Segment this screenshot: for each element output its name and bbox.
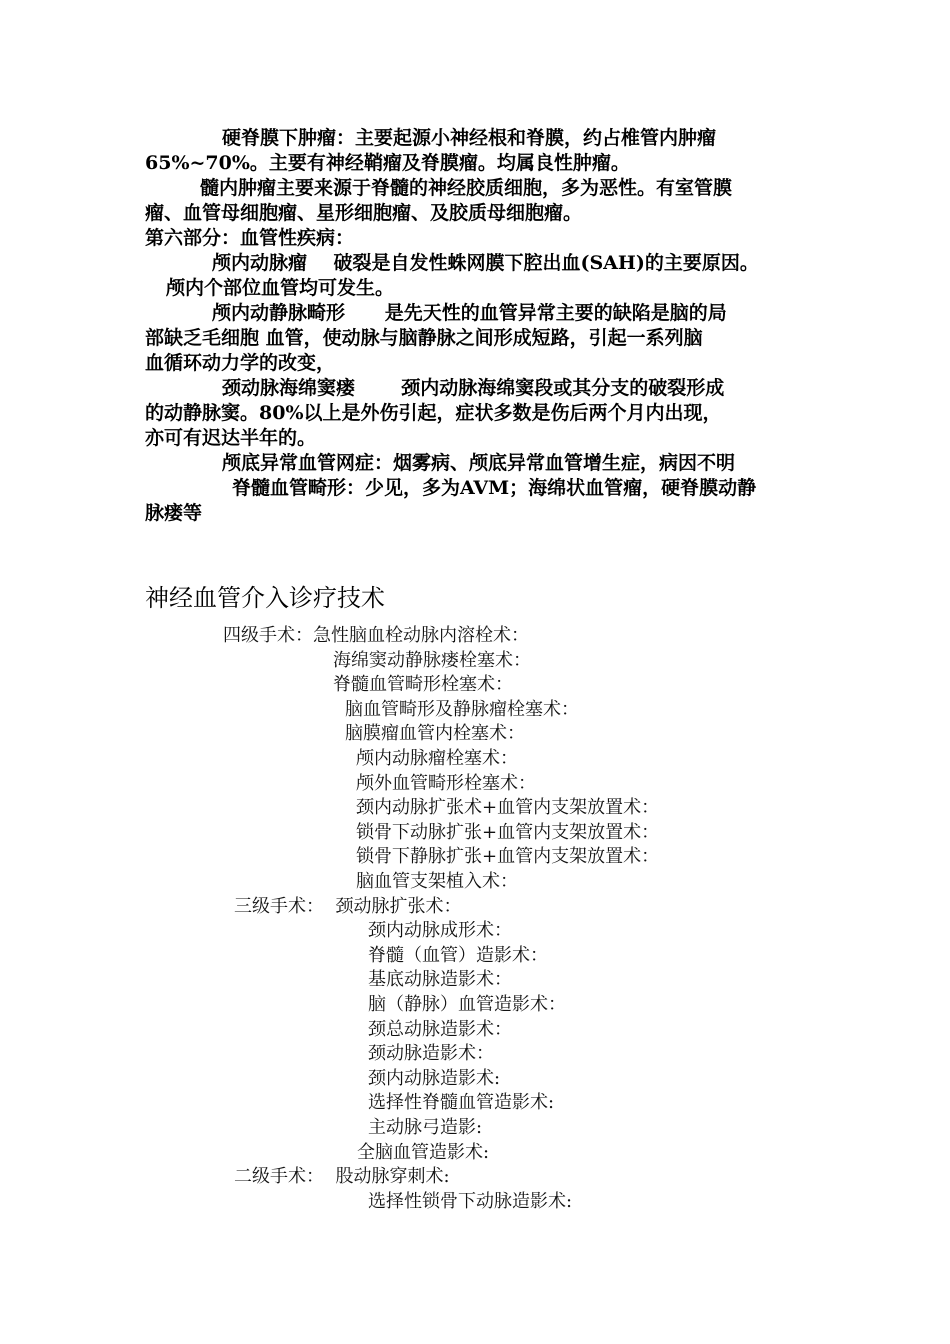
list-item: 颈内动脉成形术： xyxy=(368,920,512,941)
list-item: 主动脉弓造影: xyxy=(368,1117,483,1138)
list-item: 脑血管畸形及静脉瘤栓塞术： xyxy=(345,699,579,720)
list-item: 脑膜瘤血管内栓塞术： xyxy=(345,723,525,744)
text-line: 髓内肿瘤主要来源于脊髓的神经胶质细胞，多为恶性。有室管膜 xyxy=(200,177,733,199)
list-item: 选择性锁骨下动脉造影术: xyxy=(368,1191,573,1212)
text-line: 颅内动静脉畸形 是先天性的血管异常主要的缺陷是脑的局 xyxy=(212,302,727,324)
text-line: 瘤、血管母细胞瘤、星形细胞瘤、及胶质母细胞瘤。 xyxy=(145,202,583,224)
text-line: 颅底异常血管网症：烟雾病、颅底异常血管增生症，病因不明 xyxy=(222,452,736,474)
text-line: 第六部分：血管性疾病： xyxy=(145,227,355,249)
text-line: 颅内动脉瘤 破裂是自发性蛛网膜下腔出血(SAH)的主要原因。 xyxy=(212,252,759,274)
list-item: 四级手术：急性脑血栓动脉内溶栓术： xyxy=(223,625,529,646)
text-line: 血循环动力学的改变， xyxy=(145,352,336,374)
list-item: 颈内动脉造影术: xyxy=(368,1068,501,1089)
text-line: 硬脊膜下肿瘤：主要起源小神经根和脊膜，约占椎管内肿瘤 xyxy=(222,127,717,149)
list-item: 基底动脉造影术： xyxy=(368,969,512,990)
text-line: 亦可有迟达半年的。 xyxy=(145,427,317,449)
list-item: 选择性脊髓血管造影术: xyxy=(368,1092,555,1113)
list-item: 脊髓血管畸形栓塞术： xyxy=(333,674,513,695)
text-line: 颅内个部位血管均可发生。 xyxy=(166,277,395,299)
list-item: 脊髓（血管）造影术： xyxy=(368,945,548,966)
text-line: 颈动脉海绵窦瘘 颈内动脉海绵窦段或其分支的破裂形成 xyxy=(222,377,725,399)
list-item: 颈总动脉造影术： xyxy=(368,1019,512,1040)
list-item: 脑（静脉）血管造影术： xyxy=(368,994,566,1015)
list-item: 锁骨下动脉扩张+血管内支架放置术： xyxy=(356,822,660,843)
list-item: 海绵窦动静脉瘘栓塞术： xyxy=(333,650,531,671)
list-item: 颅外血管畸形栓塞术： xyxy=(356,773,536,794)
text-line: 的动静脉窦。80%以上是外伤引起，症状多数是伤后两个月内出现， xyxy=(145,402,722,424)
list-item: 二级手术： 股动脉穿刺术: xyxy=(234,1166,450,1187)
list-item: 脑血管支架植入术： xyxy=(356,871,518,892)
list-item: 锁骨下静脉扩张+血管内支架放置术： xyxy=(356,846,660,867)
text-line: 脊髓血管畸形：少见，多为AVM；海绵状血管瘤，硬脊膜动静 xyxy=(232,477,757,499)
list-item: 三级手术： 颈动脉扩张术： xyxy=(234,896,462,917)
text-line: 65%~70%。主要有神经鞘瘤及脊膜瘤。均属良性肿瘤。 xyxy=(145,152,630,174)
list-item: 全脑血管造影术: xyxy=(357,1142,490,1163)
list-item: 颅内动脉瘤栓塞术： xyxy=(356,748,518,769)
list-item: 颈内动脉扩张术+血管内支架放置术： xyxy=(356,797,660,818)
list-item: 颈动脉造影术： xyxy=(368,1043,494,1064)
text-line: 脉瘘等 xyxy=(145,502,203,524)
text-line: 部缺乏毛细胞 血管，使动脉与脑静脉之间形成短路，引起一系列脑 xyxy=(145,327,703,349)
section-title: 神经血管介入诊疗技术 xyxy=(145,584,385,612)
